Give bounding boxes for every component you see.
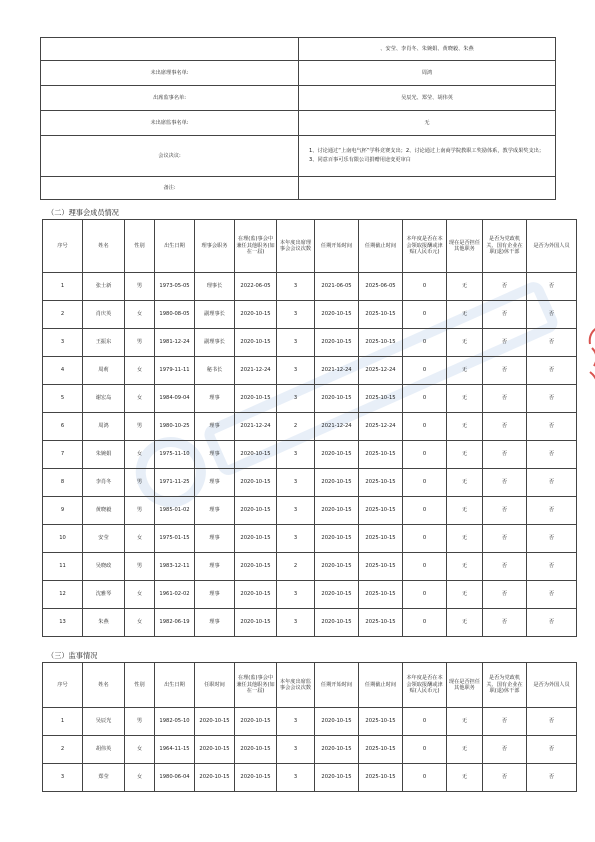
table-cell: 男: [125, 708, 155, 736]
table-row: [43, 413, 577, 441]
table-cell: 否: [527, 497, 577, 525]
table-cell: 3: [43, 329, 83, 357]
table-cell: 10: [43, 525, 83, 553]
table-row: [43, 273, 577, 301]
column-header: 是否为党政机关、国有企业在职(退)休干部: [483, 663, 527, 708]
table-cell: 无: [447, 301, 483, 329]
table-cell: 0: [403, 329, 447, 357]
table-cell: 3: [277, 764, 315, 792]
table-row: [43, 708, 577, 736]
column-header: 在理(监)事会中兼任其他职务(如在一届): [235, 220, 277, 273]
table-cell: 理事: [195, 609, 235, 637]
table-cell: 2020-10-15: [235, 329, 277, 357]
table-cell: 无: [447, 329, 483, 357]
table-cell: 胡伟英: [83, 736, 125, 764]
table-cell: 无: [447, 469, 483, 497]
table-cell: 女: [125, 609, 155, 637]
table-cell: 否: [483, 273, 527, 301]
table-row: [43, 525, 577, 553]
table-cell: 2025-06-05: [359, 273, 403, 301]
table-cell: 2020-10-15: [195, 736, 235, 764]
table-cell: 2: [43, 301, 83, 329]
table-cell: 1980-08-05: [155, 301, 195, 329]
column-header: 序号: [43, 220, 83, 273]
table-cell: 1961-02-02: [155, 581, 195, 609]
table-cell: 2020-10-15: [235, 441, 277, 469]
row-value: 吴辰光、郑莹、胡伟英: [299, 86, 556, 111]
table-cell: 理事: [195, 553, 235, 581]
table-cell: 2020-10-15: [235, 609, 277, 637]
table-cell: 1: [43, 708, 83, 736]
column-header: 是否为外国人员: [527, 663, 577, 708]
table-cell: 沈雅琴: [83, 581, 125, 609]
table-cell: 无: [447, 736, 483, 764]
board-section-title: （二）理事会成员情况: [47, 208, 119, 217]
table-cell: 女: [125, 357, 155, 385]
table-cell: 0: [403, 764, 447, 792]
table-cell: 2025-10-15: [359, 441, 403, 469]
column-header: 出生日期: [155, 220, 195, 273]
table-cell: 3: [277, 708, 315, 736]
column-header: 本年度是否在本会领取报酬或津贴(人民币元): [403, 663, 447, 708]
table-cell: 0: [403, 301, 447, 329]
table-cell: 2021-12-24: [235, 357, 277, 385]
table-cell: 0: [403, 413, 447, 441]
column-header: 本年度是否在本会领取报酬或津贴(人民币元): [403, 220, 447, 273]
table-row: [41, 177, 556, 200]
column-header: 任期截止时间: [359, 663, 403, 708]
column-header: 姓名: [83, 663, 125, 708]
table-cell: 2025-10-15: [359, 497, 403, 525]
table-cell: 否: [527, 357, 577, 385]
table-cell: 否: [527, 441, 577, 469]
table-cell: 男: [125, 329, 155, 357]
table-cell: 张士新: [83, 273, 125, 301]
table-cell: 3: [277, 525, 315, 553]
table-cell: 3: [277, 469, 315, 497]
table-row: [43, 469, 577, 497]
table-row: [43, 441, 577, 469]
table-cell: 2020-10-15: [315, 553, 359, 581]
table-cell: 否: [527, 708, 577, 736]
row-value: 无: [299, 111, 556, 136]
table-cell: 0: [403, 609, 447, 637]
row-value: 周鸿: [299, 61, 556, 86]
table-cell: 否: [527, 609, 577, 637]
table-row: [41, 136, 556, 177]
column-header: 序号: [43, 663, 83, 708]
table-cell: 2021-12-24: [315, 413, 359, 441]
table-cell: 无: [447, 413, 483, 441]
table-row: [41, 61, 556, 86]
column-header: 是否为党政机关、国有企业在职(退)休干部: [483, 220, 527, 273]
table-cell: 5: [43, 385, 83, 413]
table-cell: 1984-09-04: [155, 385, 195, 413]
table-cell: 2020-10-15: [235, 581, 277, 609]
table-cell: 否: [527, 469, 577, 497]
table-cell: 理事: [195, 441, 235, 469]
table-cell: 否: [527, 385, 577, 413]
table-cell: 2020-10-15: [315, 301, 359, 329]
table-cell: 2020-10-15: [315, 385, 359, 413]
table-cell: 否: [483, 413, 527, 441]
table-row: [41, 38, 556, 61]
table-cell: 2020-10-15: [235, 385, 277, 413]
red-seal-stamp: [586, 322, 595, 394]
table-cell: 0: [403, 273, 447, 301]
column-header: 现在是否担任其他职务: [447, 220, 483, 273]
table-cell: 2020-10-15: [235, 553, 277, 581]
table-cell: 2025-12-24: [359, 357, 403, 385]
table-cell: 否: [527, 329, 577, 357]
column-header: 性别: [125, 663, 155, 708]
table-cell: 2020-10-15: [195, 708, 235, 736]
table-cell: 吴晓政: [83, 553, 125, 581]
column-header: 是否为外国人员: [527, 220, 577, 273]
table-cell: 3: [277, 497, 315, 525]
table-cell: 3: [277, 357, 315, 385]
table-cell: 2025-10-15: [359, 581, 403, 609]
table-row: [43, 497, 577, 525]
table-cell: 否: [483, 736, 527, 764]
table-cell: 4: [43, 357, 83, 385]
table-cell: 否: [527, 581, 577, 609]
meeting-info-table: [40, 37, 556, 200]
table-cell: 否: [483, 497, 527, 525]
table-cell: 0: [403, 357, 447, 385]
table-cell: 理事: [195, 497, 235, 525]
table-row: [43, 553, 577, 581]
table-cell: 2020-10-15: [235, 301, 277, 329]
table-row: [43, 357, 577, 385]
table-cell: 2020-10-15: [315, 525, 359, 553]
table-cell: 1985-01-02: [155, 497, 195, 525]
table-cell: 13: [43, 609, 83, 637]
table-cell: 否: [527, 413, 577, 441]
table-cell: 周鸿: [83, 413, 125, 441]
table-cell: 理事长: [195, 273, 235, 301]
table-cell: 2025-10-15: [359, 736, 403, 764]
table-cell: 2025-10-15: [359, 329, 403, 357]
row-value: 1、讨论通过“上南电气杯”学科竞赛支出；2、讨论通过上南商学院教职工奖励体系，教学成果奖支出；3、同意百事可乐有限公司捐赠用途变更审白: [299, 136, 556, 177]
column-header: 性别: [125, 220, 155, 273]
table-cell: 2020-10-15: [315, 764, 359, 792]
table-cell: 6: [43, 413, 83, 441]
column-header: 本年度出席理事会会议次数: [277, 220, 315, 273]
table-cell: 否: [483, 441, 527, 469]
table-cell: 1982-05-10: [155, 708, 195, 736]
table-cell: 2: [277, 413, 315, 441]
table-cell: 3: [277, 385, 315, 413]
table-cell: 7: [43, 441, 83, 469]
table-cell: 安莹: [83, 525, 125, 553]
supervisors-table: [42, 662, 577, 792]
table-cell: 2022-06-05: [235, 273, 277, 301]
column-header: 任期截止时间: [359, 220, 403, 273]
table-cell: 朱婉娟: [83, 441, 125, 469]
table-row: [43, 736, 577, 764]
table-cell: 0: [403, 581, 447, 609]
table-cell: 2: [277, 553, 315, 581]
table-cell: 2020-10-15: [315, 609, 359, 637]
table-cell: 2025-10-15: [359, 525, 403, 553]
column-header: 任职时间: [195, 663, 235, 708]
table-cell: 理事: [195, 413, 235, 441]
table-cell: 0: [403, 736, 447, 764]
table-cell: 2020-10-15: [235, 525, 277, 553]
table-cell: 2020-10-15: [235, 497, 277, 525]
table-cell: 0: [403, 385, 447, 413]
table-cell: 女: [125, 301, 155, 329]
table-cell: 无: [447, 273, 483, 301]
table-cell: 2025-10-15: [359, 764, 403, 792]
table-cell: 无: [447, 553, 483, 581]
column-header: 理事会职务: [195, 220, 235, 273]
table-cell: 1964-11-15: [155, 736, 195, 764]
table-cell: 11: [43, 553, 83, 581]
table-cell: 副理事长: [195, 329, 235, 357]
table-cell: 8: [43, 469, 83, 497]
table-cell: 0: [403, 525, 447, 553]
row-label: 备注:: [41, 177, 299, 200]
table-cell: 1982-06-19: [155, 609, 195, 637]
table-cell: 女: [125, 525, 155, 553]
table-cell: 男: [125, 413, 155, 441]
table-cell: 男: [125, 497, 155, 525]
table-cell: 否: [483, 708, 527, 736]
table-cell: 肖庆英: [83, 301, 125, 329]
table-row: [43, 301, 577, 329]
table-cell: 否: [483, 469, 527, 497]
board-members-table: [42, 219, 577, 637]
table-cell: 朱燕: [83, 609, 125, 637]
table-cell: 理事: [195, 525, 235, 553]
table-cell: 无: [447, 357, 483, 385]
table-cell: 3: [277, 329, 315, 357]
table-cell: 否: [483, 357, 527, 385]
table-cell: 1980-10-25: [155, 413, 195, 441]
table-cell: 2020-10-15: [315, 469, 359, 497]
column-header: 现在是否担任其他职务: [447, 663, 483, 708]
table-row: [43, 581, 577, 609]
table-cell: 李肖冬: [83, 469, 125, 497]
table-cell: 2025-10-15: [359, 553, 403, 581]
table-cell: 3: [277, 736, 315, 764]
table-cell: 2021-06-05: [315, 273, 359, 301]
column-header: 任期开始时间: [315, 663, 359, 708]
table-cell: 3: [277, 273, 315, 301]
table-cell: 否: [483, 525, 527, 553]
table-cell: 否: [483, 385, 527, 413]
table-cell: 无: [447, 525, 483, 553]
table-header-row: [43, 220, 577, 273]
table-cell: 无: [447, 764, 483, 792]
table-cell: 否: [527, 273, 577, 301]
table-cell: 女: [125, 581, 155, 609]
column-header: 在理(监)事会中兼任其他职务(如在一届): [235, 663, 277, 708]
table-cell: 1975-11-10: [155, 441, 195, 469]
table-cell: 2025-10-15: [359, 609, 403, 637]
table-cell: 2025-10-15: [359, 469, 403, 497]
table-cell: 3: [277, 609, 315, 637]
table-cell: 3: [277, 301, 315, 329]
table-cell: 2020-10-15: [315, 581, 359, 609]
table-row: [43, 329, 577, 357]
table-cell: 1: [43, 273, 83, 301]
table-cell: 0: [403, 497, 447, 525]
table-cell: 3: [43, 764, 83, 792]
table-cell: 吴辰光: [83, 708, 125, 736]
table-cell: 0: [403, 553, 447, 581]
table-cell: 2: [43, 736, 83, 764]
table-cell: 理事: [195, 581, 235, 609]
table-row: [43, 385, 577, 413]
row-value: [299, 177, 556, 200]
table-cell: 谢宏岛: [83, 385, 125, 413]
table-cell: 0: [403, 469, 447, 497]
table-cell: 否: [483, 764, 527, 792]
table-cell: 1971-11-25: [155, 469, 195, 497]
table-cell: 王振东: [83, 329, 125, 357]
supervisor-section-title: （三）监事情况: [47, 651, 98, 660]
column-header: 姓名: [83, 220, 125, 273]
row-label: 未出席监事名单:: [41, 111, 299, 136]
table-cell: 副理事长: [195, 301, 235, 329]
table-cell: 否: [483, 581, 527, 609]
table-cell: 2020-10-15: [315, 441, 359, 469]
table-cell: 1973-05-05: [155, 273, 195, 301]
table-cell: 9: [43, 497, 83, 525]
table-cell: 1983-12-11: [155, 553, 195, 581]
table-cell: 2020-10-15: [315, 329, 359, 357]
row-label: 出席监事名单:: [41, 86, 299, 111]
table-cell: 12: [43, 581, 83, 609]
table-cell: 男: [125, 469, 155, 497]
table-cell: 无: [447, 441, 483, 469]
table-cell: 女: [125, 764, 155, 792]
table-row: [43, 764, 577, 792]
table-cell: 男: [125, 553, 155, 581]
table-cell: 1980-06-04: [155, 764, 195, 792]
table-header-row: [43, 663, 577, 708]
table-cell: 女: [125, 385, 155, 413]
table-row: [43, 609, 577, 637]
table-cell: 无: [447, 497, 483, 525]
table-cell: 否: [483, 329, 527, 357]
column-header: 任期开始时间: [315, 220, 359, 273]
table-cell: 2020-10-15: [195, 764, 235, 792]
table-cell: 理事: [195, 469, 235, 497]
table-cell: 郑莹: [83, 764, 125, 792]
table-cell: 否: [527, 301, 577, 329]
table-cell: 3: [277, 441, 315, 469]
table-cell: 2021-12-24: [235, 413, 277, 441]
table-cell: 无: [447, 385, 483, 413]
table-cell: 周莉: [83, 357, 125, 385]
table-row: [41, 111, 556, 136]
table-cell: 2025-10-15: [359, 708, 403, 736]
table-cell: 否: [527, 553, 577, 581]
table-cell: 男: [125, 273, 155, 301]
table-cell: 2025-12-24: [359, 413, 403, 441]
table-cell: 否: [483, 609, 527, 637]
table-cell: 1981-12-24: [155, 329, 195, 357]
table-cell: 无: [447, 708, 483, 736]
row-label: 会议决议:: [41, 136, 299, 177]
table-cell: 2025-10-15: [359, 385, 403, 413]
table-cell: 黄晓毅: [83, 497, 125, 525]
table-cell: 秘书长: [195, 357, 235, 385]
table-cell: 2021-12-24: [315, 357, 359, 385]
table-cell: 0: [403, 708, 447, 736]
row-value: 、安莹、李肖冬、朱婉娟、黄晓毅、朱燕: [299, 38, 556, 61]
row-label: [41, 38, 299, 61]
table-cell: 否: [527, 525, 577, 553]
table-cell: 女: [125, 441, 155, 469]
table-row: [41, 86, 556, 111]
table-cell: 否: [527, 764, 577, 792]
table-cell: 2020-10-15: [235, 736, 277, 764]
table-cell: 2020-10-15: [315, 497, 359, 525]
column-header: 出生日期: [155, 663, 195, 708]
table-cell: 2020-10-15: [315, 708, 359, 736]
table-cell: 否: [527, 736, 577, 764]
column-header: 本年度出席监事会会议次数: [277, 663, 315, 708]
table-cell: 无: [447, 609, 483, 637]
table-cell: 女: [125, 736, 155, 764]
table-cell: 1975-01-15: [155, 525, 195, 553]
table-cell: 否: [483, 553, 527, 581]
table-cell: 1979-11-11: [155, 357, 195, 385]
table-cell: 无: [447, 581, 483, 609]
row-label: 未出席理事名单:: [41, 61, 299, 86]
table-cell: 2020-10-15: [315, 736, 359, 764]
table-cell: 2025-10-15: [359, 301, 403, 329]
table-cell: 2020-10-15: [235, 764, 277, 792]
table-cell: 理事: [195, 385, 235, 413]
table-cell: 0: [403, 441, 447, 469]
table-cell: 否: [483, 301, 527, 329]
table-cell: 3: [277, 581, 315, 609]
table-cell: 2020-10-15: [235, 708, 277, 736]
table-cell: 2020-10-15: [235, 469, 277, 497]
